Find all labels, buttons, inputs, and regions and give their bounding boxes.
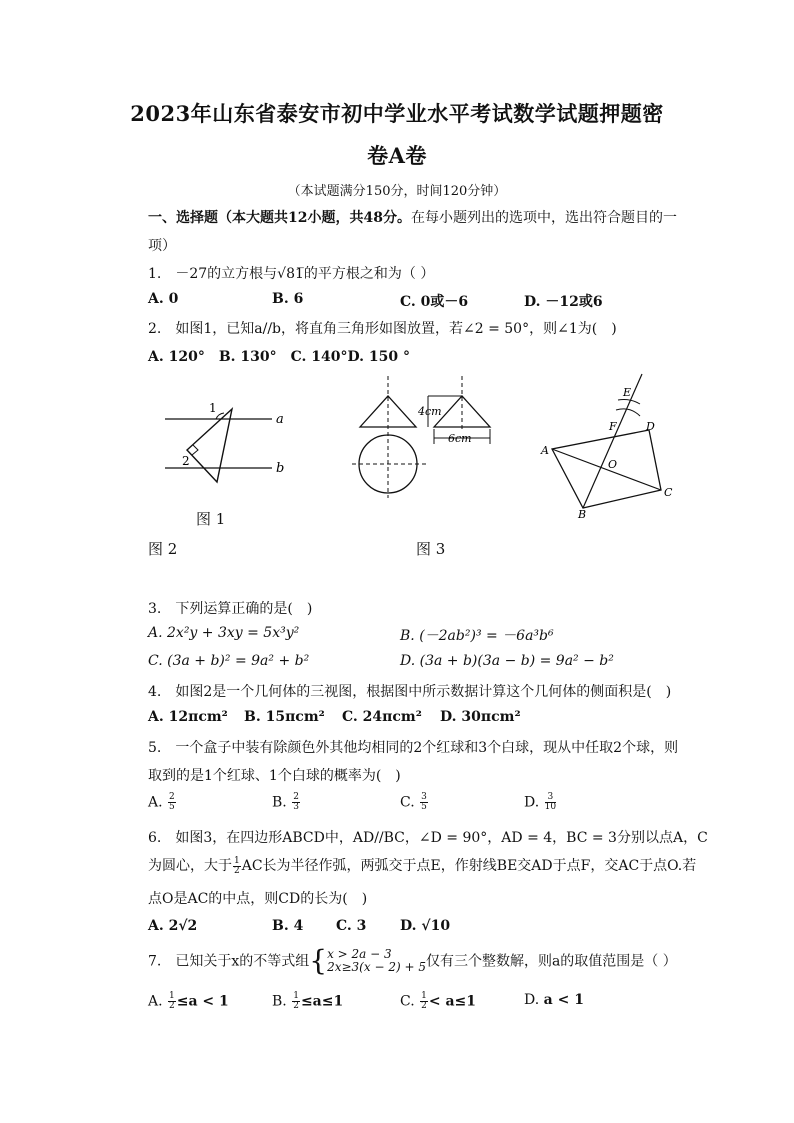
q1-option-b: B. 6 [272, 291, 304, 307]
q7-text-post: 仅有三个整数解，则a的取值范围是（ ） [425, 953, 677, 970]
q1-option-a: A. 0 [148, 291, 179, 307]
q6-half-fraction [233, 857, 241, 876]
q7-option-a-num: 1 [169, 991, 175, 1001]
q6-half-num: 1 [234, 855, 240, 866]
fig3-label-a: A [541, 444, 549, 457]
q5-option-c-num: 3 [421, 792, 427, 802]
q7-text-pre: 7. 已知关于x的不等式组 [148, 953, 310, 970]
q6-half-den: 2 [234, 865, 240, 876]
q3-option-a: A. 2x²y + 3xy = 5x³y² [148, 625, 300, 641]
q5-option-a-num: 2 [169, 792, 175, 802]
q6-option-d: D. √10 [400, 918, 451, 934]
q7-option-b-den: 2 [293, 1001, 299, 1011]
q7-option-b [272, 992, 343, 1011]
q1-option-d: D. －12或6 [524, 294, 603, 310]
page-title: 2023年山东省泰安市初中学业水平考试数学试题押题密 [130, 101, 664, 126]
q6-option-b: B. 4 [272, 918, 304, 934]
section-heading-bold: 一、选择题（本大题共12小题，共48分。 [148, 210, 411, 226]
fig2-label-height: 4cm [418, 405, 442, 418]
q6-option-c: C. 3 [336, 918, 367, 934]
q5-option-b-num: 2 [293, 792, 299, 802]
q5-option-d-fraction [545, 793, 556, 812]
q7-option-c-label: C. [400, 993, 415, 1010]
question-2: 2. 如图1，已知a//b，将直角三角形如图放置，若∠2 = 50°，则∠1为( ) [148, 321, 617, 337]
q5-option-d-num: 3 [545, 793, 556, 803]
q5-option-b-fraction [292, 793, 300, 812]
section-heading [148, 207, 677, 227]
q7-option-d-rest: a < 1 [543, 992, 584, 1008]
q6-option-a: A. 2√2 [148, 918, 198, 934]
question-6-cont2: 点O是AC的中点，则CD的长为( ) [148, 891, 368, 907]
q7-option-c-rest: < a≤1 [428, 993, 477, 1010]
section-heading-cont: 项） [148, 238, 176, 254]
q7-option-a-label: A. [148, 993, 163, 1010]
q5-option-b [272, 793, 301, 812]
q7-system-bottom: 2x≥3(x − 2) + 5 [327, 959, 426, 974]
figure-1 [160, 395, 300, 490]
q7-option-a-rest: ≤a < 1 [176, 993, 229, 1010]
fig3-arc-1 [616, 409, 640, 416]
q7-option-d [524, 992, 584, 1008]
q7-brace-glyph: { [309, 944, 328, 977]
q4-option-c: C. 24πcm² [342, 709, 422, 725]
q7-option-b-fraction [292, 992, 300, 1011]
q2-options: A. 120° B. 130° C. 140°D. 150 ° [148, 349, 410, 365]
q5-option-c-label: C. [400, 794, 415, 811]
q7-option-a-den: 2 [169, 1001, 175, 1011]
q3-option-b: B. (－2ab²)³ = －6a³b⁶ [400, 628, 554, 644]
q5-option-c-fraction [420, 793, 428, 812]
q5-option-a-fraction [168, 793, 176, 812]
fig1-right-angle-mark [192, 445, 198, 455]
q7-option-c-fraction [420, 992, 428, 1011]
question-6: 6. 如图3，在四边形ABCD中，AD//BC，∠D = 90°，AD = 4，BC = 3分别以点A，C [148, 830, 708, 846]
fig1-label-b: b [276, 461, 285, 476]
q7-option-b-rest: ≤a≤1 [300, 993, 344, 1010]
q4-option-b: B. 15πcm² [244, 709, 325, 725]
q5-option-a-label: A. [148, 794, 163, 811]
q5-option-d-label: D. [524, 794, 540, 811]
question-5: 5. 一个盒子中装有除颜色外其他均相同的2个红球和3个白球，现从中任取2个球，则 [148, 740, 679, 756]
q7-option-c-num: 1 [421, 991, 427, 1001]
q4-option-d: D. 30πcm² [440, 709, 521, 725]
question-3: 3. 下列运算正确的是( ) [148, 601, 313, 617]
fig3-label-f: F [609, 420, 617, 433]
figure-2 [352, 372, 500, 502]
fig3-label-e: E [623, 386, 632, 399]
q5-option-d-den: 10 [544, 802, 557, 812]
q5-option-a [148, 793, 177, 812]
question-6-cont [148, 855, 696, 876]
q7-system [327, 948, 426, 974]
section-heading-rest: 在每小题列出的选项中，选出符合题目的一 [410, 210, 677, 226]
q7-option-d-label: D. [524, 992, 540, 1008]
q7-option-a-fraction [168, 992, 176, 1011]
q6-text-post: AC长为半径作弧，两弧交于点E，作射线BE交AD于点F，交AC于点O.若 [241, 858, 697, 874]
q6-text-pre: 为圆心，大于 [148, 858, 232, 874]
fig3-label-o: O [608, 458, 618, 471]
q4-option-a: A. 12πcm² [148, 709, 228, 725]
q3-option-c: C. (3a + b)² = 9a² + b² [148, 653, 310, 669]
figure-1-caption: 图 1 [196, 510, 226, 528]
q7-option-b-label: B. [272, 993, 287, 1010]
q5-option-d [524, 793, 557, 812]
q5-option-a-den: 5 [169, 802, 175, 812]
fig3-label-d: D [646, 420, 655, 433]
figure-3-caption: 图 3 [416, 540, 446, 558]
figure-3 [538, 372, 680, 520]
figure-2-caption: 图 2 [148, 540, 178, 558]
page-title-cont: 卷A卷 [367, 143, 427, 168]
fig1-label-2: 2 [182, 454, 190, 468]
fig2-label-width: 6cm [448, 432, 472, 445]
q7-option-c-den: 2 [421, 1001, 427, 1011]
q1-option-c: C. 0或－6 [400, 294, 469, 310]
question-1: 1. －27的立方根与√81̅的平方根之和为（ ） [148, 266, 435, 282]
q7-option-a [148, 992, 229, 1011]
question-4: 4. 如图2是一个几何体的三视图，根据图中所示数据计算这个几何体的侧面积是( ) [148, 684, 672, 700]
q5-option-c [400, 793, 429, 812]
fig1-label-1: 1 [209, 401, 217, 415]
q7-option-c [400, 992, 476, 1011]
question-7 [148, 944, 677, 977]
q3-option-d: D. (3a + b)(3a − b) = 9a² − b² [400, 653, 614, 669]
q5-option-c-den: 5 [421, 802, 427, 812]
fig3-label-b: B [578, 508, 587, 520]
q5-option-b-den: 3 [293, 802, 299, 812]
subtitle: （本试题满分150分，时间120分钟） [287, 184, 507, 199]
fig3-label-c: C [664, 486, 673, 499]
q5-option-b-label: B. [272, 794, 287, 811]
question-5-cont: 取到的是1个红球、1个白球的概率为( ) [148, 768, 401, 784]
q7-option-b-num: 1 [293, 991, 299, 1001]
q7-system-top: x > 2a − 3 [327, 946, 392, 961]
fig1-label-a: a [276, 412, 284, 427]
